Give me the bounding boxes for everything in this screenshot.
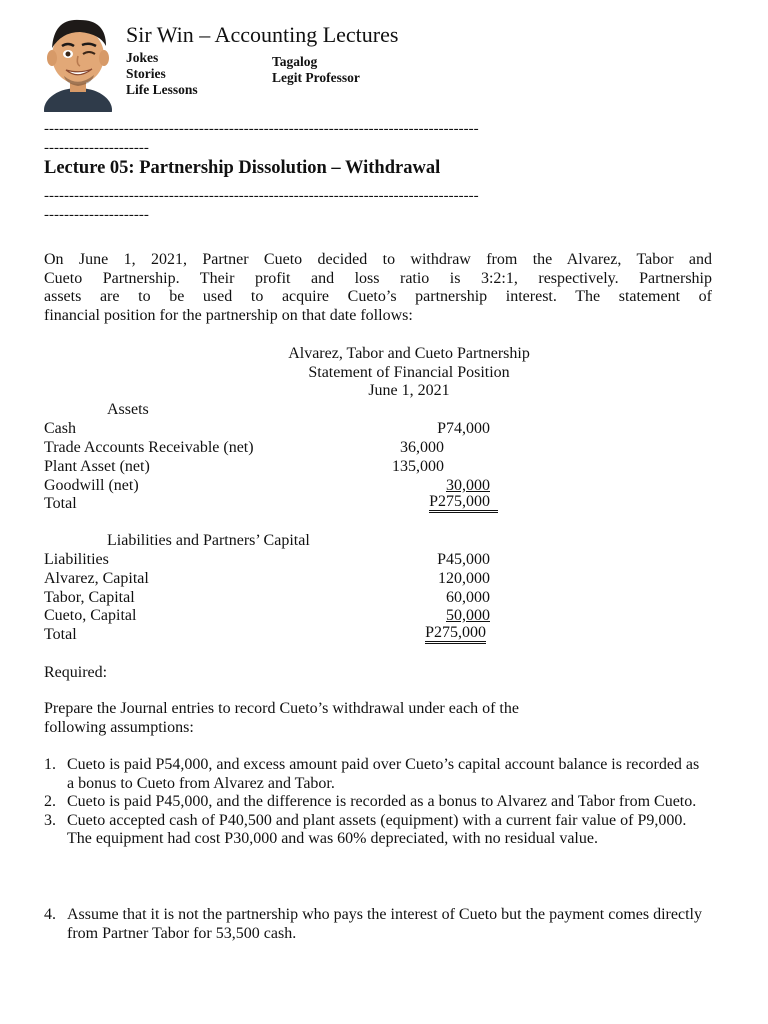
asset-total-row: [44, 494, 504, 513]
asset-label: Cash: [44, 420, 76, 437]
liability-row: [44, 606, 504, 625]
liability-total-row: [44, 625, 504, 644]
asset-label: Trade Accounts Receivable (net): [44, 439, 254, 456]
prepare-paragraph: [44, 700, 712, 737]
liability-label: Cueto, Capital: [44, 607, 137, 624]
brand-title: Sir Win – Accounting Lectures: [126, 22, 399, 47]
divider-dashes: ---------------------: [44, 207, 149, 223]
liability-row: [44, 569, 504, 588]
asset-row: [44, 419, 504, 438]
liability-amount: 50,000: [446, 607, 490, 624]
assumptions-list: [44, 756, 724, 849]
asset-label: Plant Asset (net): [44, 458, 150, 475]
intro-line: financial position for the partnership on that date follows:: [44, 306, 413, 324]
tag-stories: Stories: [126, 66, 166, 81]
list-number: 3.: [44, 811, 56, 829]
statement-company: Alvarez, Tabor and Cueto Partnership: [288, 345, 530, 362]
divider-dashes: ---------------------------------------------------------------------------------------: [44, 121, 479, 137]
asset-amount: 135,000: [392, 458, 444, 475]
liability-total-amount: P275,000: [425, 625, 486, 644]
prepare-line: following assumptions:: [44, 718, 194, 736]
list-item: [44, 812, 707, 849]
asset-amount: 36,000: [400, 439, 444, 456]
intro-line: Cueto Partnership. Their profit and loss ratio is 3:2:1, respectively. Partnership: [44, 269, 712, 287]
lecture-title: Lecture 05: Partnership Dissolution – Withdrawal: [44, 158, 441, 178]
assumptions-list-cont: [44, 906, 724, 943]
tag-life-lessons: Life Lessons: [126, 82, 198, 97]
tag-jokes: Jokes: [126, 50, 159, 65]
asset-label: Goodwill (net): [44, 477, 139, 494]
asset-row: [44, 438, 504, 457]
list-text: Assume that it is not the partnership who pays the interest of Cueto but the payment comes directly from Partner Tabor for 53,500 cash.: [67, 906, 702, 942]
intro-line: assets are to be used to acquire Cueto’s partnership interest. The statement of: [44, 288, 712, 305]
liability-label: Liabilities: [44, 551, 109, 568]
list-text: Cueto accepted cash of P40,500 and plant assets (equipment) with a current fair value of P9,000. The equipment had cost P30,000 and was 60% depreciated, with no residual value.: [67, 811, 687, 847]
required-label: Required:: [44, 664, 108, 681]
liability-amount: 60,000: [446, 589, 490, 606]
asset-amount: P74,000: [437, 420, 490, 437]
assets-heading: Assets: [107, 401, 149, 418]
prepare-line: Prepare the Journal entries to record Cueto’s withdrawal under each of the: [44, 700, 519, 717]
divider-dashes: ---------------------: [44, 140, 149, 156]
list-number: 1.: [44, 756, 56, 773]
liability-amount: P45,000: [437, 551, 490, 568]
list-item: [44, 906, 707, 943]
list-item: [44, 756, 707, 793]
liability-label: Alvarez, Capital: [44, 570, 149, 587]
liabilities-heading: Liabilities and Partners’ Capital: [107, 532, 310, 549]
list-number: 4.: [44, 906, 56, 923]
list-text: Cueto is paid P54,000, and excess amount paid over Cueto’s capital account balance is recorded as a bonus to Cueto from Alvarez and Tabor.: [67, 756, 700, 792]
statement-title: Statement of Financial Position: [308, 363, 510, 381]
asset-row: [44, 457, 504, 476]
liability-amount: 120,000: [438, 570, 490, 587]
tag-legit-professor: Legit Professor: [272, 70, 360, 85]
liability-row: [44, 550, 504, 569]
list-text: Cueto is paid P45,000, and the difference is recorded as a bonus to Alvarez and Tabor from Cueto.: [67, 793, 697, 810]
asset-amount: 30,000: [446, 477, 490, 494]
asset-label: Total: [44, 495, 77, 512]
tag-tagalog: Tagalog: [272, 54, 318, 69]
list-number: 2.: [44, 793, 56, 810]
divider-dashes: ---------------------------------------------------------------------------------------: [44, 188, 479, 204]
statement-heading: [200, 345, 618, 401]
liability-label: Total: [44, 626, 77, 643]
liability-label: Tabor, Capital: [44, 589, 135, 606]
liability-row: [44, 588, 504, 607]
avatar: [40, 12, 116, 112]
asset-total-amount: P275,000: [429, 494, 498, 513]
intro-line: On June 1, 2021, Partner Cueto decided to withdraw from the Alvarez, Tabor and: [44, 251, 712, 268]
statement-date: June 1, 2021: [368, 382, 450, 399]
list-item: [44, 793, 717, 812]
intro-paragraph: [44, 251, 712, 325]
